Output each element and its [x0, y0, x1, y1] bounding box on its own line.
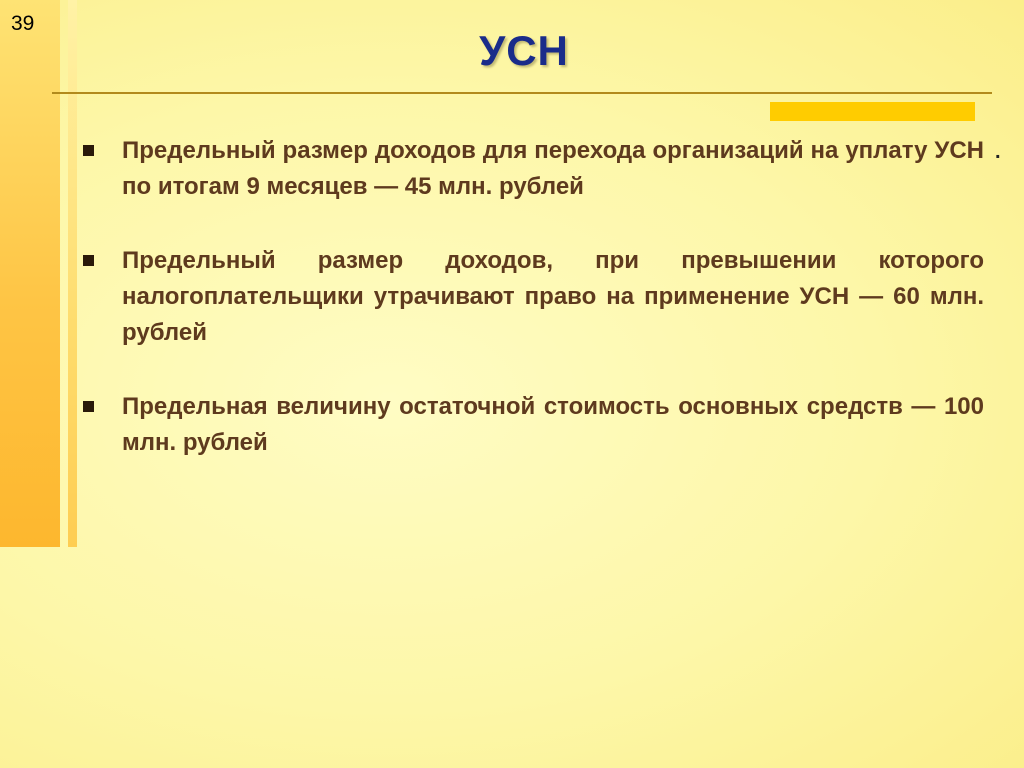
left-decorative-stripe: [68, 0, 77, 547]
corner-mark: .: [995, 141, 1001, 163]
square-bullet-icon: [83, 145, 94, 156]
square-bullet-icon: [83, 401, 94, 412]
slide-number: 39: [11, 12, 35, 35]
accent-bar: [770, 102, 975, 121]
title-divider: [52, 92, 992, 94]
slide-title: УСН: [479, 27, 569, 74]
bullet-list: [82, 133, 984, 461]
bullet-text: Предельная величину остаточной стоимость основных средств — 100 млн. рублей: [122, 393, 984, 456]
left-decorative-band: [0, 0, 60, 547]
bullet-text: Предельный размер доходов, при превышении которого налогоплательщики утрачивают право на применение УСН — 60 млн. рублей: [122, 247, 984, 346]
bullet-item: [82, 389, 984, 461]
bullet-item: [82, 243, 984, 351]
bullet-text: Предельный размер доходов для перехода организаций на уплату УСН по итогам 9 месяцев — 45 млн. рублей: [122, 137, 984, 200]
bullet-item: [82, 133, 984, 205]
square-bullet-icon: [83, 255, 94, 266]
